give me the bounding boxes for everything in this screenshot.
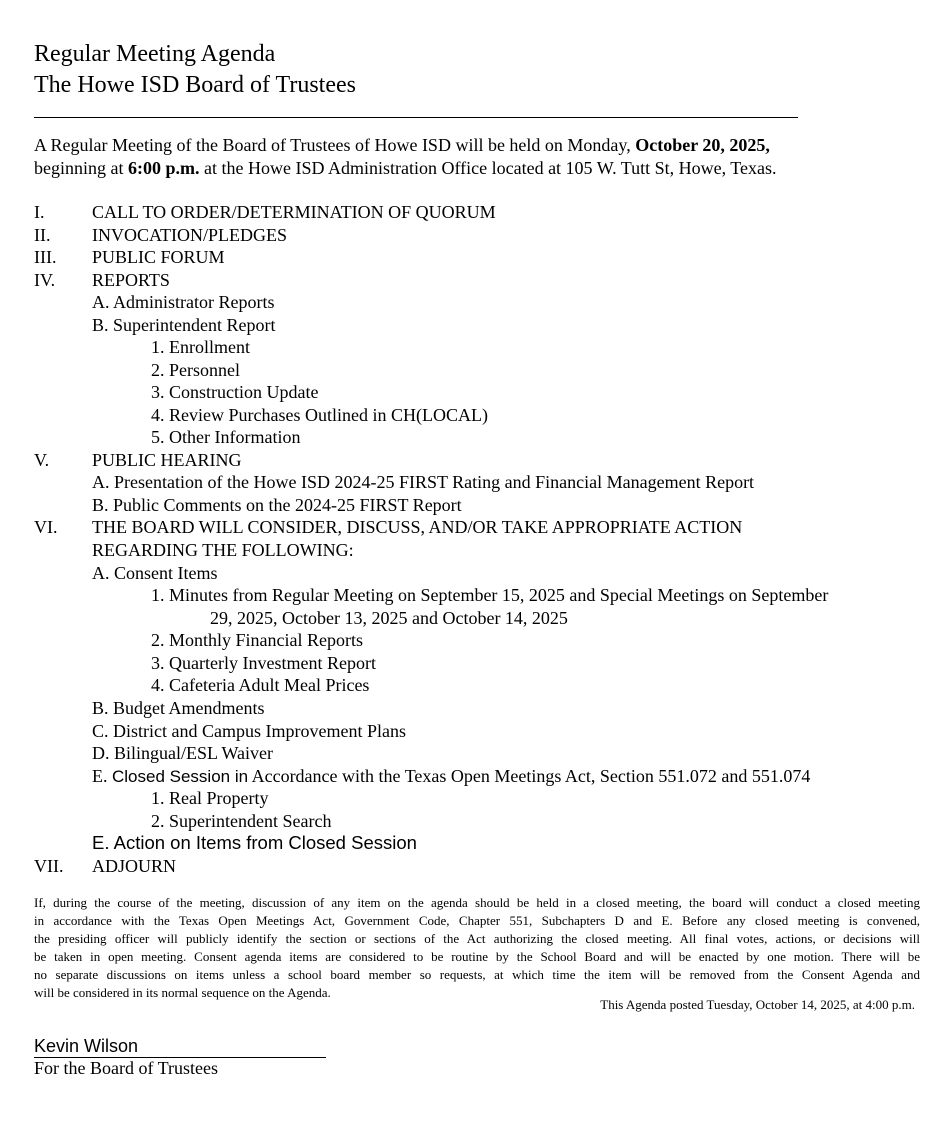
closed-session-label: Closed Session in bbox=[112, 767, 249, 786]
notice-line: will be considered in its normal sequence on the Agenda. bbox=[34, 985, 331, 1000]
page-subtitle: The Howe ISD Board of Trustees bbox=[34, 72, 356, 98]
agenda-item: PUBLIC FORUM bbox=[92, 247, 225, 267]
agenda-subsubitem: 3. Construction Update bbox=[151, 382, 319, 402]
closed-meeting-notice bbox=[34, 894, 920, 1002]
agenda-number: II. bbox=[34, 225, 51, 245]
intro-paragraph bbox=[34, 134, 914, 180]
signature-role: For the Board of Trustees bbox=[34, 1058, 218, 1078]
posted-date: This Agenda posted Tuesday, October 14, 2025, at 4:00 p.m. bbox=[600, 997, 915, 1012]
agenda-subsubitem: 1. Minutes from Regular Meeting on September 15, 2025 and Special Meetings on September bbox=[151, 585, 829, 605]
intro-text-1: A Regular Meeting of the Board of Trustees of Howe ISD will be held on Monday, bbox=[34, 135, 636, 155]
agenda-number: VI. bbox=[34, 517, 58, 537]
closed-session-text: Accordance with the Texas Open Meetings Act, Section 551.072 and 551.074 bbox=[248, 766, 811, 786]
notice-line: in accordance with the Texas Open Meetings Act, Government Code, Chapter 551, Subchapters D and E. Before any closed meeting is convened, bbox=[34, 913, 920, 928]
agenda-number: VII. bbox=[34, 856, 64, 876]
agenda-subsubitem: 2. Personnel bbox=[151, 360, 240, 380]
agenda-item: REPORTS bbox=[92, 270, 170, 290]
agenda-subitem: A. Administrator Reports bbox=[92, 292, 275, 312]
title-divider bbox=[34, 117, 798, 118]
agenda-subitem: B. Public Comments on the 2024-25 FIRST Report bbox=[92, 495, 462, 515]
notice-line: no separate discussions on items unless a school board member so requests, at which time the item will be removed from the Consent Agenda and bbox=[34, 967, 920, 982]
notice-line: If, during the course of the meeting, discussion of any item on the agenda should be held in a closed meeting, the board will conduct a closed meeting bbox=[34, 895, 920, 910]
agenda-item: CALL TO ORDER/DETERMINATION OF QUORUM bbox=[92, 202, 496, 222]
signature-name: Kevin Wilson bbox=[34, 1035, 326, 1058]
agenda-subitem: D. Bilingual/ESL Waiver bbox=[92, 743, 274, 763]
agenda-subitem: C. District and Campus Improvement Plans bbox=[92, 721, 406, 741]
subitem-letter: E. bbox=[92, 766, 112, 786]
agenda-item: PUBLIC HEARING bbox=[92, 450, 242, 470]
agenda-item-continued: REGARDING THE FOLLOWING: bbox=[92, 540, 354, 560]
agenda-subitem: B. Budget Amendments bbox=[92, 698, 265, 718]
notice-line: the presiding officer will publicly identify the section or sections of the Act authorizing the closed meeting. All final votes, actions, or decisions will bbox=[34, 931, 920, 946]
agenda-number: I. bbox=[34, 202, 45, 222]
agenda-item: INVOCATION/PLEDGES bbox=[92, 225, 287, 245]
page-title: Regular Meeting Agenda bbox=[34, 41, 276, 67]
agenda-subsubitem: 1. Real Property bbox=[151, 788, 269, 808]
agenda-subitem-action: E. Action on Items from Closed Session bbox=[92, 832, 417, 853]
meeting-time: 6:00 p.m. bbox=[127, 158, 200, 178]
agenda-number: IV. bbox=[34, 270, 56, 290]
agenda-subitem-closed-session bbox=[92, 765, 810, 788]
agenda-number: V. bbox=[34, 450, 50, 470]
agenda-subitem: A. Presentation of the Howe ISD 2024-25 FIRST Rating and Financial Management Report bbox=[92, 472, 755, 492]
agenda-item: ADJOURN bbox=[92, 856, 177, 876]
agenda-number: III. bbox=[34, 247, 57, 267]
agenda-subsubitem-continued: 29, 2025, October 13, 2025 and October 14, 2025 bbox=[210, 608, 568, 628]
agenda-subsubitem: 2. Superintendent Search bbox=[151, 811, 332, 831]
agenda-subsubitem: 3. Quarterly Investment Report bbox=[151, 653, 376, 673]
intro-text-3: at the Howe ISD Administration Office located at 105 W. Tutt St, Howe, Texas. bbox=[199, 158, 777, 178]
agenda-subsubitem: 4. Review Purchases Outlined in CH(LOCAL) bbox=[151, 405, 488, 425]
agenda-subsubitem: 2. Monthly Financial Reports bbox=[151, 630, 363, 650]
agenda-subsubitem: 5. Other Information bbox=[151, 427, 301, 447]
agenda-subitem: B. Superintendent Report bbox=[92, 315, 276, 335]
agenda-item: THE BOARD WILL CONSIDER, DISCUSS, AND/OR TAKE APPROPRIATE ACTION bbox=[92, 517, 743, 537]
agenda-subsubitem: 4. Cafeteria Adult Meal Prices bbox=[151, 675, 370, 695]
notice-line: be taken in open meeting. Consent agenda items are considered to be routine by the School Board and will be enacted by one motion. There will be bbox=[34, 949, 920, 964]
agenda-subitem: A. Consent Items bbox=[92, 563, 218, 583]
intro-text-2: beginning at bbox=[34, 158, 128, 178]
agenda-subsubitem: 1. Enrollment bbox=[151, 337, 250, 357]
meeting-date: October 20, 2025, bbox=[635, 135, 770, 155]
